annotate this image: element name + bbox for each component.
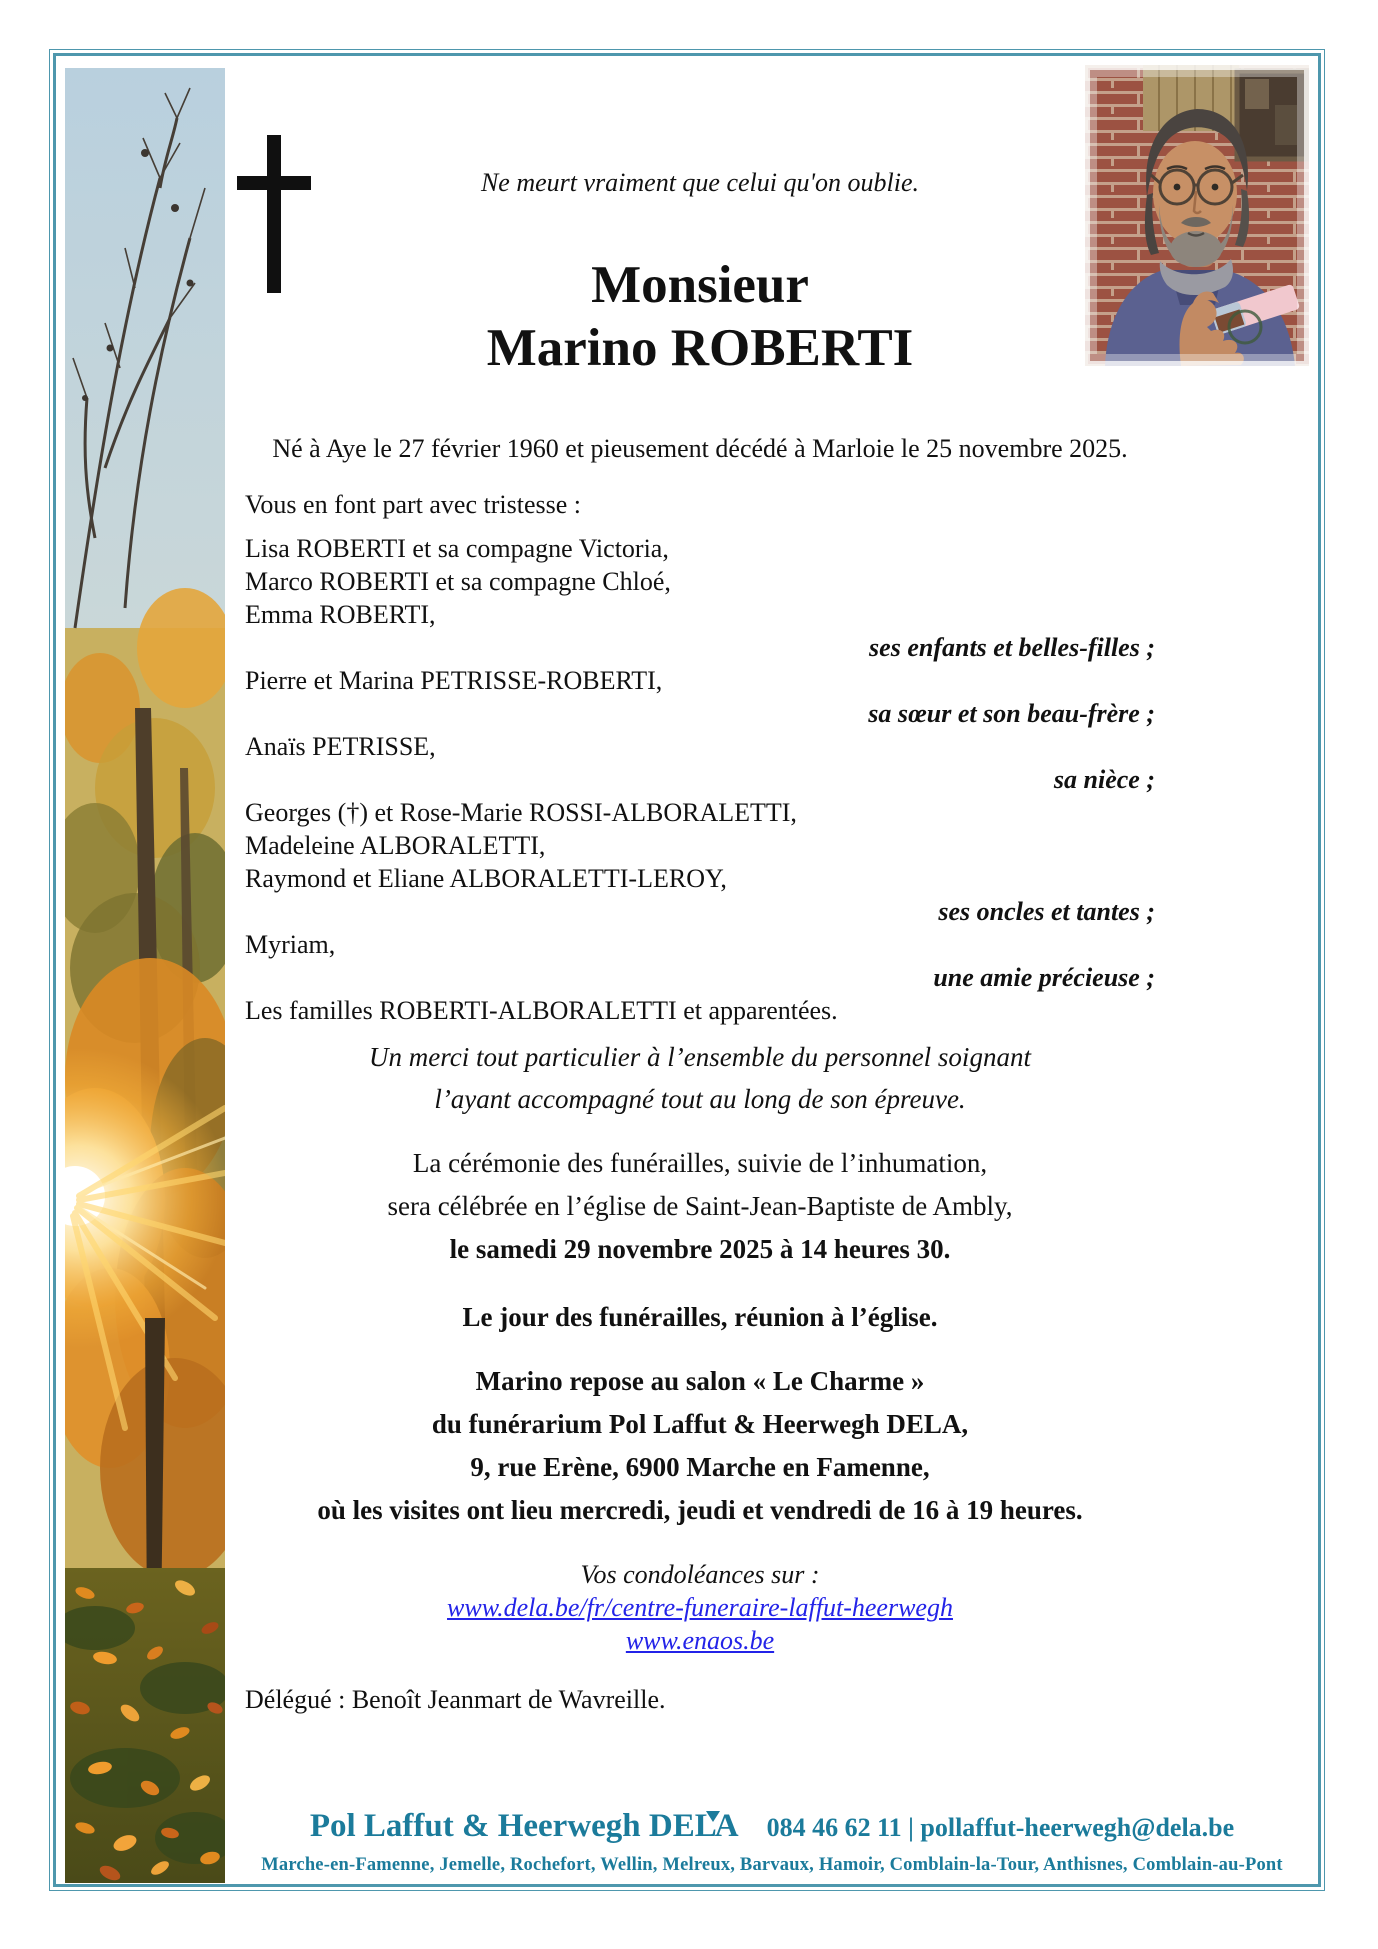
thanks-line: l’ayant accompagné tout au long de son épreuve. bbox=[434, 1084, 966, 1114]
life-dates: Né à Aye le 27 février 1960 et pieusement décédé à Marloie le 25 novembre 2025. bbox=[272, 434, 1128, 463]
deceased-name: Marino ROBERTI bbox=[486, 319, 914, 377]
condolences-block bbox=[245, 1558, 1155, 1657]
condolences-link-enaos[interactable]: www.enaos.be bbox=[625, 1626, 775, 1655]
family-role: sa nièce ; bbox=[1053, 765, 1155, 794]
family-line: Georges (†) et Rose-Marie ROSSI-ALBORALETTI, bbox=[245, 798, 797, 827]
page-title bbox=[245, 254, 1155, 380]
condolences-label: Vos condoléances sur : bbox=[580, 1560, 820, 1589]
footer bbox=[226, 1806, 1318, 1876]
family-role: sa sœur et son beau-frère ; bbox=[868, 699, 1155, 728]
dela-logo: DELA bbox=[648, 1808, 739, 1844]
repose-line: où les visites ont lieu mercredi, jeudi et vendredi de 16 à 19 heures. bbox=[317, 1495, 1083, 1525]
family-line: Anaïs PETRISSE, bbox=[245, 732, 436, 761]
page-border-frame bbox=[53, 53, 1321, 1887]
epitaph-quote: Ne meurt vraiment que celui qu'on oublie. bbox=[480, 168, 920, 197]
footer-towns: Marche-en-Famenne, Jemelle, Rochefort, Wellin, Melreux, Barvaux, Hamoir, Comblain-la-Tour, Anthisnes, Comblain-au-Pont bbox=[261, 1855, 1283, 1875]
autumn-strip-photo bbox=[65, 68, 225, 1883]
family-closing-line: Les familles ROBERTI-ALBORALETTI et apparentées. bbox=[245, 996, 838, 1025]
ceremony-date-line: le samedi 29 novembre 2025 à 14 heures 30. bbox=[449, 1234, 951, 1264]
repose-line: Marino repose au salon « Le Charme » bbox=[475, 1366, 925, 1396]
ceremony-line: La cérémonie des funérailles, suivie de l’inhumation, bbox=[412, 1148, 988, 1178]
ceremony-line: sera célébrée en l’église de Saint-Jean-Baptiste de Ambly, bbox=[387, 1191, 1013, 1221]
family-role: une amie précieuse ; bbox=[933, 963, 1155, 992]
funeral-home-brand: Pol Laffut & Heerwegh DELA bbox=[309, 1808, 739, 1844]
family-list bbox=[245, 532, 1155, 1027]
condolences-link-dela[interactable]: www.dela.be/fr/centre-funeraire-laffut-heerwegh bbox=[447, 1593, 953, 1622]
repose-line: 9, rue Erène, 6900 Marche en Famenne, bbox=[470, 1452, 930, 1482]
footer-contact: 084 46 62 11 | pollaffut-heerwegh@dela.be bbox=[766, 1813, 1235, 1842]
family-line: Raymond et Eliane ALBORALETTI-LEROY, bbox=[245, 864, 727, 893]
family-line: Pierre et Marina PETRISSE-ROBERTI, bbox=[245, 666, 663, 695]
family-line: Myriam, bbox=[245, 930, 336, 959]
title-prefix: Monsieur bbox=[591, 256, 809, 314]
family-line: Marco ROBERTI et sa compagne Chloé, bbox=[245, 567, 671, 596]
thanks-paragraph bbox=[245, 1036, 1155, 1120]
family-role: ses oncles et tantes ; bbox=[938, 897, 1155, 926]
announcement-line: Vous en font part avec tristesse : bbox=[245, 490, 581, 519]
family-line: Emma ROBERTI, bbox=[245, 600, 436, 629]
autumn-strip-illustration bbox=[65, 68, 225, 1883]
repose-line: du funérarium Pol Laffut & Heerwegh DELA, bbox=[431, 1409, 969, 1439]
family-line: Lisa ROBERTI et sa compagne Victoria, bbox=[245, 534, 669, 563]
repose-paragraph bbox=[245, 1360, 1155, 1532]
family-line: Madeleine ALBORALETTI, bbox=[245, 831, 546, 860]
delegate-line: Délégué : Benoît Jeanmart de Wavreille. bbox=[245, 1685, 666, 1714]
family-role: ses enfants et belles-filles ; bbox=[869, 633, 1155, 662]
thanks-line: Un merci tout particulier à l’ensemble du personnel soignant bbox=[369, 1042, 1031, 1072]
meeting-line: Le jour des funérailles, réunion à l’église. bbox=[462, 1302, 938, 1332]
ceremony-paragraph bbox=[245, 1142, 1155, 1271]
